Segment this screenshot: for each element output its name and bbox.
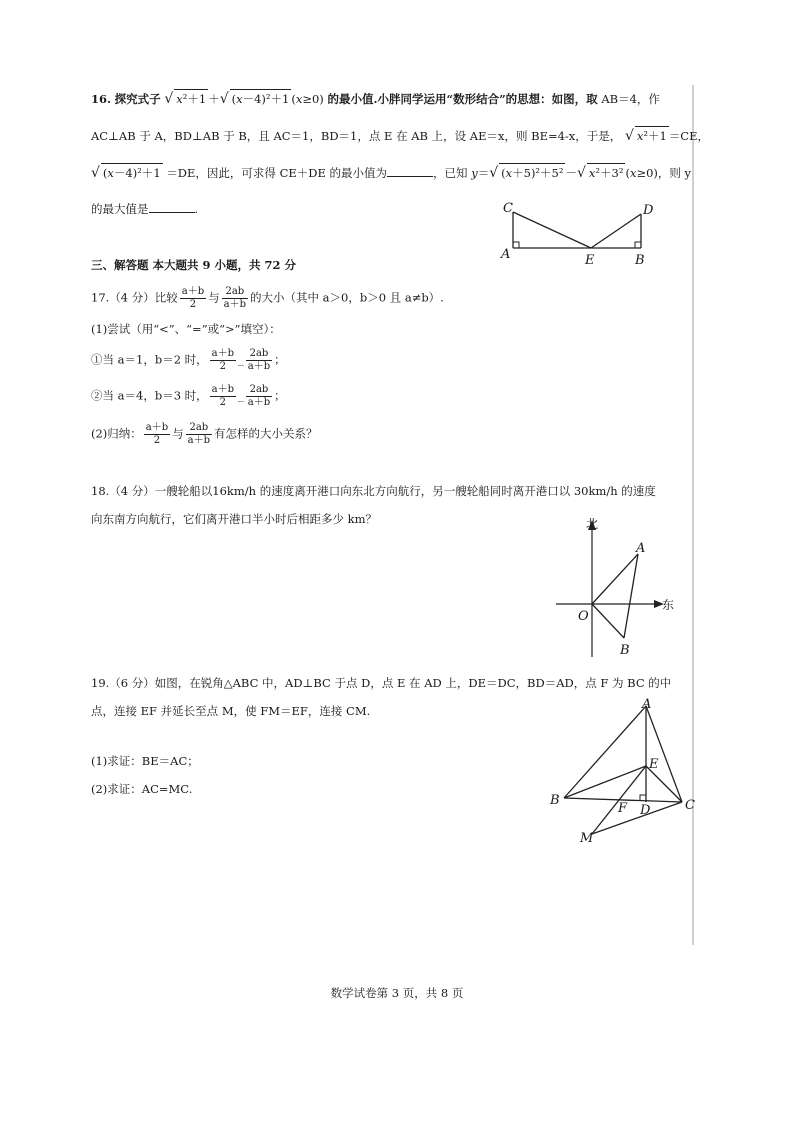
fig19-label-a: A [642,697,652,712]
fig19-label-c: C [685,798,695,813]
page-footer: 数学试卷第 3 页，共 8 页 [330,986,464,1000]
section-3-title: 三、解答题 本大题共 9 小题，共 72 分 [91,258,297,272]
q16-answer-blank-2 [149,201,195,213]
q16-answer-blank-1 [387,165,433,177]
q16-text-d: ，作 [636,92,660,106]
fig16-label-d: D [643,203,654,218]
q17-intro-b: 与 [208,290,220,305]
q17-frac-2: $\frac{2ab}{a+b}$ [223,286,247,310]
q16-line-1 [91,89,660,108]
q16-expression: √ x²＋1 ＋√ (x－4)²＋1 (x≥0) [164,91,324,107]
q17-intro [91,286,444,311]
q17-case-1-text: ①当 a＝1，b＝2 时， [91,352,208,367]
q17-case-1: ①当 a＝1，b＝2 时， $\frac{a+b}{2}$ _ $\frac{2ab}{a+b}$ ； [91,348,286,372]
q16-line-3: √ (x－4)²＋1 ＝DE，因此，可求得 CE＋DE 的最小值为 ，已知 y＝√ (x＋5)²＋5² －√ x²＋3² (x≥0)，则 y [91,165,692,181]
fig19-label-m: M [580,831,594,846]
q19-figure [548,696,700,850]
q16-text-b: 的最小值.小胖同学运用“数形结合”的思想：如图，取 [327,92,598,106]
q17-intro-a: 17.（4 分）比较 [91,290,178,305]
fig18-label-north: 北 [586,517,599,531]
q16-text-line2b: ＝CE， [668,129,710,143]
fig16-label-c: C [503,201,513,216]
q16-number: 16. [91,92,112,106]
fig19-label-f: F [618,801,628,816]
fig16-label-a: A [501,247,511,262]
q19-line-1: 19.（6 分）如图，在锐角△ABC 中，AD⊥BC 于点 D，点 E 在 AD 上，DE＝DC，BD＝AD，点 F 为 BC 的中 [91,676,672,690]
fig19-label-b: B [550,793,560,808]
q16-line-2: AC⊥AB 于 A，BD⊥AB 于 B，且 AC＝1，BD＝1，点 E 在 AB 上，设 AE＝x，则 BE=4-x，于是， √ x²＋1 ＝CE， [91,128,710,144]
q17-intro-c: 的大小（其中 a＞0，b＞0 且 a≠b）. [250,290,444,305]
q19-part-1: (1)求证：BE＝AC； [91,754,199,768]
q16-text-line4b: . [194,202,199,216]
fig18-label-b: B [620,643,630,658]
q16-text-a: 探究式子 [114,92,161,106]
fig19-label-e: E [649,757,659,772]
q17-case-2-text: ②当 a＝4，b＝3 时， [91,388,208,403]
q19-part-2: (2)求证：AC=MC. [91,782,193,796]
q16-line-4 [91,200,198,218]
fig18-label-a: A [636,541,646,556]
q16-figure [495,198,665,274]
fig19-label-d: D [640,803,651,818]
q19-line-2: 点，连接 EF 并延长至点 M，使 FM＝EF，连接 CM. [91,704,371,718]
q17-frac-1: $\frac{a+b}{2}$ [181,286,205,310]
q16-text-line3b: ，已知 [433,166,468,180]
q16-text-line2: AC⊥AB 于 A，BD⊥AB 于 B，且 AC＝1，BD＝1，点 E 在 AB 上，设 AE＝x，则 BE=4-x，于是， [91,129,622,143]
q16-text-line3c: ，则 y [657,166,692,180]
q18-line-1: 18.（4 分）一艘轮船以16km/h 的速度离开港口向东北方向航行，另一艘轮船同时离开港口以 30km/h 的速度 [91,484,656,498]
q16-text-line3: ＝DE，因此，可求得 CE＋DE 的最小值为 [166,166,388,180]
q18-figure [550,512,690,666]
q16-text-line4: 的最大值是 [91,202,149,216]
fig18-label-o: O [578,609,589,624]
q18-line-2: 向东南方向航行，它们离开港口半小时后相距多少 km？ [91,512,378,526]
q16-y-expression: y＝√ (x＋5)²＋5² －√ x²＋3² (x≥0) [471,165,658,181]
fig18-label-east: 东 [662,598,675,612]
fig16-label-b: B [635,253,645,268]
q17-part-1: (1)尝试（用“<”、“=”或“>”填空）： [91,322,281,336]
q17-part-2: (2)归纳： $\frac{a+b}{2}$ 与 $\frac{2ab}{a+b}$ 有怎样的大小关系？ [91,422,318,446]
q17-case-2: ②当 a＝4，b＝3 时， $\frac{a+b}{2}$ _ $\frac{2ab}{a+b}$ ； [91,384,286,408]
fig16-label-e: E [585,253,595,268]
q16-text-c: AB＝4 [601,92,637,106]
